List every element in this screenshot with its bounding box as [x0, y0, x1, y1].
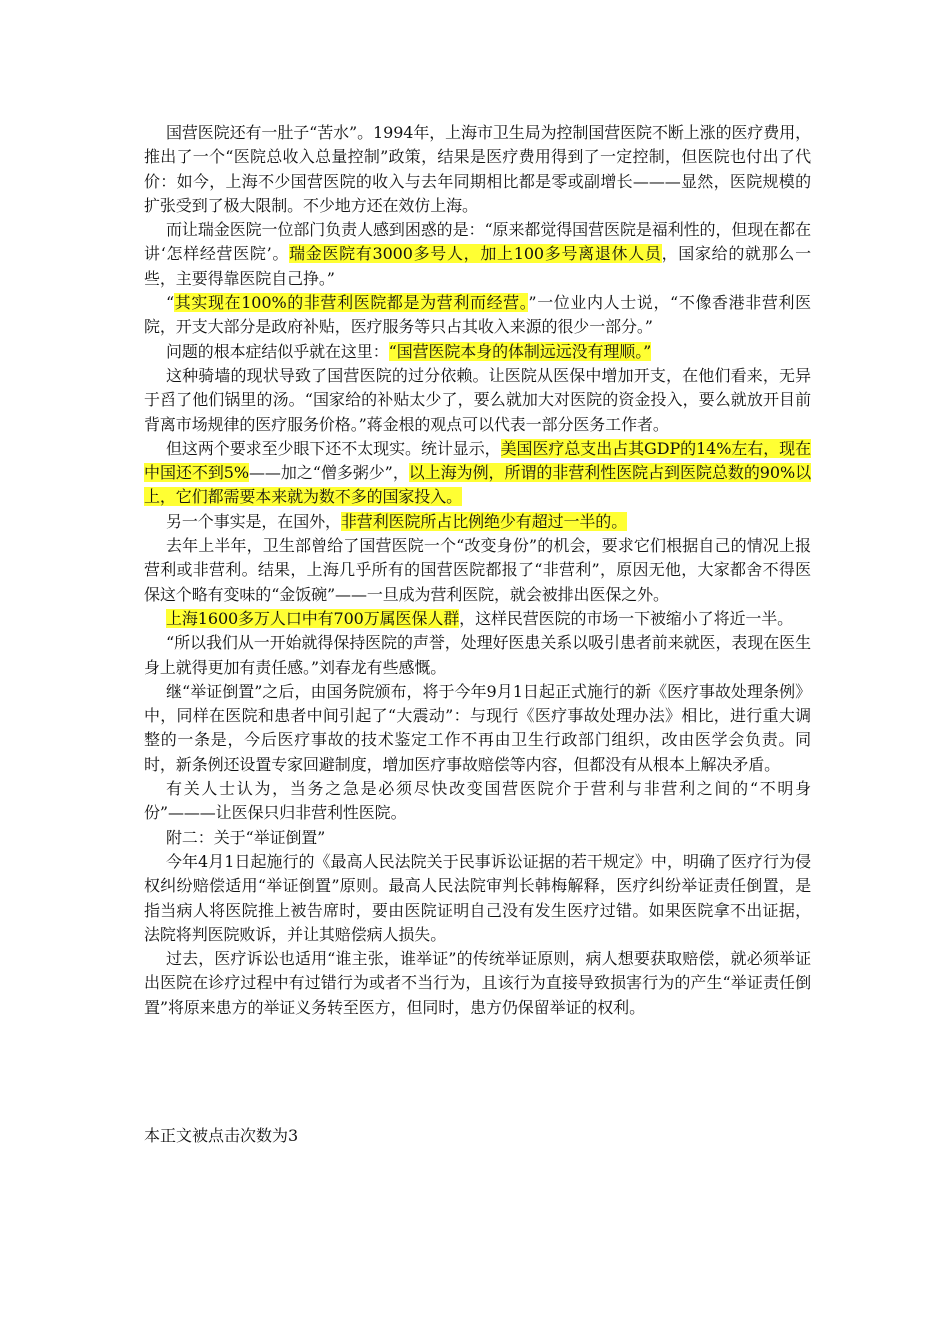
paragraph	[144, 947, 811, 1020]
paragraph	[144, 437, 811, 510]
text-run: ——加之“僧多粥少”，	[248, 463, 409, 483]
text-run: ，这样民营医院的市场一下被缩小了将近一半。	[459, 608, 794, 628]
text-run: 另一个事实是，在国外，	[166, 511, 341, 531]
highlighted-text: 上海1600多万人口中有700万属医保人群	[166, 608, 460, 628]
text-run: 今年4月1日起施行的《最高人民法院关于民事诉讼证据的若干规定》中，明确了医疗行为侵权纠纷赔偿适用“举证倒置”原则。最高人民法院审判长韩梅解释，医疗纠纷举证责任倒置，是指当病人将医院推上被告席时，要由医院证明自己没有发生医疗过错。如果医院拿不出证据，法院将判医院败诉，并让其赔偿病人损失。	[144, 851, 811, 944]
paragraph	[144, 607, 811, 631]
click-count-footer: 本正文被点击次数为3	[144, 1126, 299, 1145]
text-run: 过去，医疗诉讼也适用“谁主张，谁举证”的传统举证原则，病人想要获取赔偿，就必须举证出医院在诊疗过程中有过错行为或者不当行为，且该行为直接导致损害行为的产生“举证责任倒置”将原来患方的举证义务转至医方，但同时，患方仍保留举证的权利。	[144, 949, 811, 1017]
text-run: 问题的根本症结似乎就在这里：	[166, 341, 389, 361]
text-run: 去年上半年，卫生部曾给了国营医院一个“改变身份”的机会，要求它们根据自己的情况上报营利或非营利。结果，上海几乎所有的国营医院都报了“非营利”，原因无他，大家都舍不得医保这个略有变味的“金饭碗”——一旦成为营利医院，就会被排出医保之外。	[144, 536, 811, 604]
text-run: 附二：关于“举证倒置”	[166, 827, 326, 847]
text-run: 而让瑞金医院一位部门负责人感到困惑的是：“原来都觉得国营医院是福利性的，但现在都在讲‘怎样经营医院’。	[144, 220, 811, 264]
paragraph	[144, 826, 811, 850]
text-run: 但这两个要求至少眼下还不太现实。统计显示，	[166, 438, 501, 458]
paragraph	[144, 631, 811, 680]
paragraph	[144, 121, 811, 218]
highlighted-text: “国营医院本身的体制远远没有理顺。”	[388, 341, 652, 361]
paragraph	[144, 777, 811, 826]
paragraph	[144, 510, 811, 534]
text-run: ，国家给的就那么一些，主要得靠医院自己挣。”	[144, 244, 811, 288]
highlighted-text: 其实现在100%的非营利医院都是为营利而经营。	[174, 293, 529, 313]
text-run: “所以我们从一开始就得保持医院的声誉，处理好医患关系以吸引患者前来就医，表现在医生身上就得更加有责任感。”刘春龙有些感慨。	[144, 633, 811, 677]
text-run: 这种骑墙的现状导致了国营医院的过分依赖。让医院从医保中增加开支，在他们看来，无异于舀了他们锅里的汤。“国家给的补贴太少了，要么就加大对医院的资金投入，要么就放开目前背离市场规律的医疗服务价格。”蒋金根的观点可以代表一部分医务工作者。	[144, 365, 811, 434]
text-run: “	[166, 293, 175, 313]
paragraph	[144, 680, 811, 777]
paragraph	[144, 340, 811, 364]
paragraph	[144, 534, 811, 607]
document-body	[144, 121, 811, 1020]
highlighted-text: 美国医疗总支出占其GDP的14%左右，现在中国还不到5%	[144, 438, 812, 483]
highlighted-text: 瑞金医院有3000多号人，加上100多号离退休人员	[289, 244, 662, 264]
paragraph	[144, 291, 811, 340]
paragraph	[144, 218, 811, 291]
text-run: ”一位业内人士说，“不像香港非营利医院，开支大部分是政府补贴，医疗服务等只占其收入来源的很少一部分。”	[144, 293, 811, 337]
paragraph	[144, 850, 811, 947]
text-run: 继“举证倒置”之后，由国务院颁布，将于今年9月1日起正式施行的新《医疗事故处理条例》中，同样在医院和患者中间引起了“大震动”：与现行《医疗事故处理办法》相比，进行重大调整的一条是，今后医疗事故的技术鉴定工作不再由卫生行政部门组织，改由医学会负责。同时，新条例还设置专家回避制度，增加医疗事故赔偿等内容，但都没有从根本上解决矛盾。	[144, 681, 811, 774]
paragraph	[144, 364, 811, 437]
text-run: 国营医院还有一肚子“苦水”。1994年，上海市卫生局为控制国营医院不断上涨的医疗费用，推出了一个“医院总收入总量控制”政策，结果是医疗费用得到了一定控制，但医院也付出了代价：如今，上海不少国营医院的收入与去年同期相比都是零或副增长———显然，医院规模的扩张受到了极大限制。不少地方还在效仿上海。	[144, 123, 811, 215]
highlighted-text: 以上海为例，所谓的非营利性医院占到医院总数的90%以上，它们都需要本来就为数不多的国家投入。	[144, 463, 812, 507]
text-run: 有关人士认为，当务之急是必须尽快改变国营医院介于营利与非营利之间的“不明身份”———让医保只归非营利性医院。	[144, 779, 811, 823]
highlighted-text: 非营利医院所占比例绝少有超过一半的。	[340, 511, 628, 531]
